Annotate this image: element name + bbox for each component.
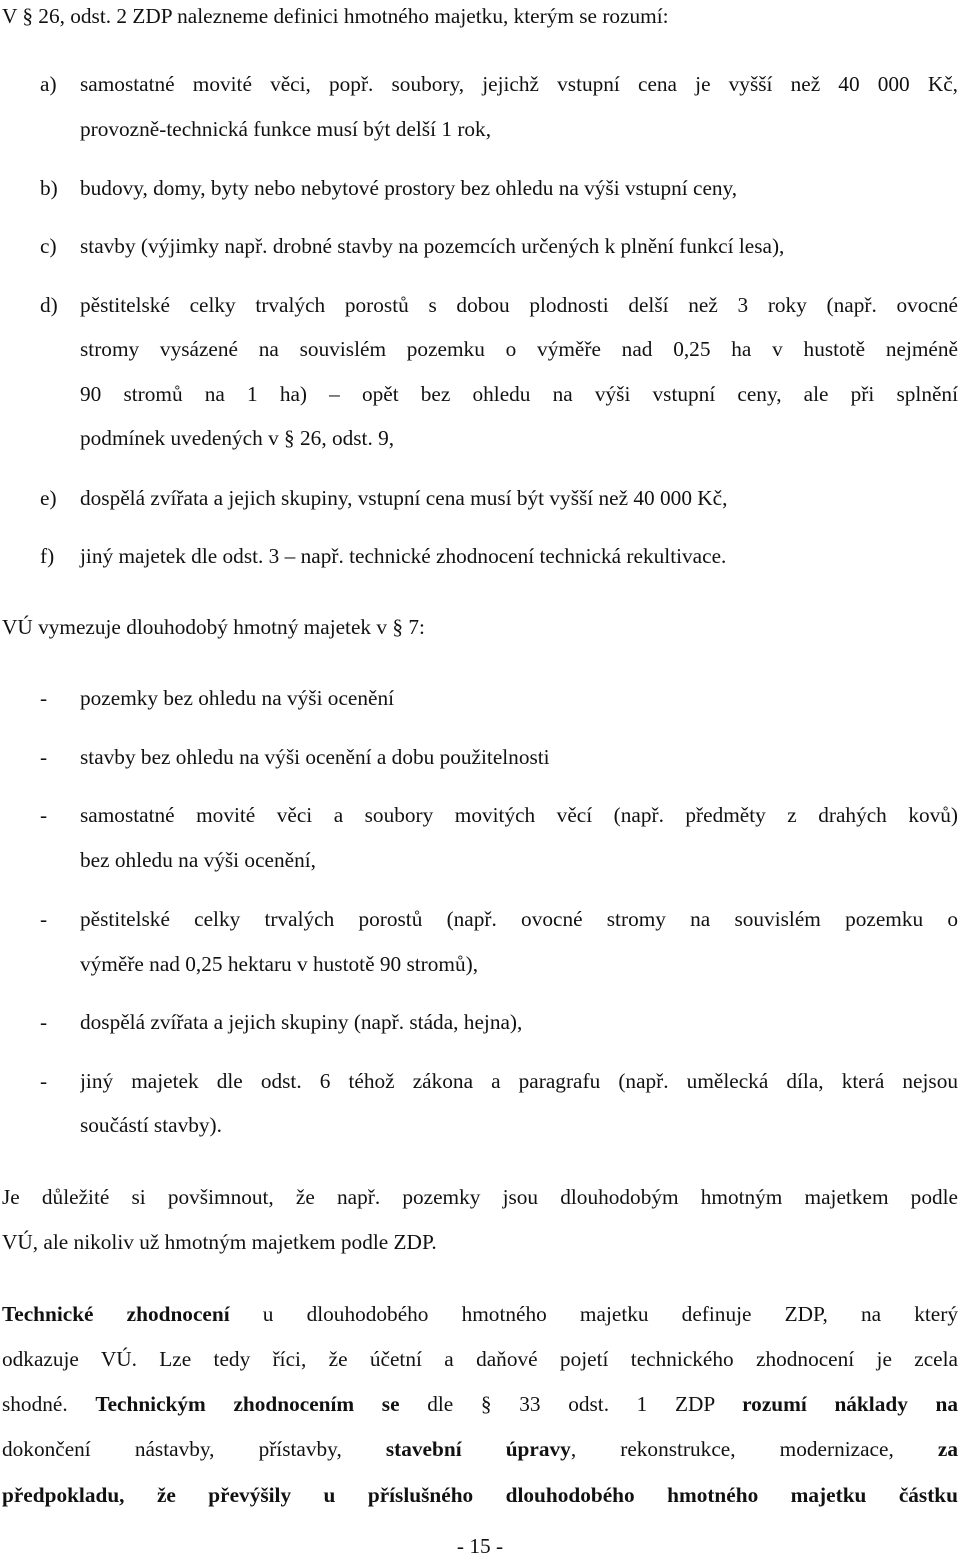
list-item-text: jiný majetek dle odst. 3 – např. technické zhodnocení technická rekultivace. xyxy=(80,544,727,568)
list-item-text: pozemky bez ohledu na výši ocenění xyxy=(80,686,395,710)
text-run: , rekonstrukce, modernizace, xyxy=(570,1437,894,1461)
page-number: - 15 - xyxy=(456,1534,504,1558)
list-label: c) xyxy=(40,234,57,258)
list-item-text: jiný majetek dle odst. 6 téhož zákona a paragrafu (např. umělecká díla, která nejsou xyxy=(80,1069,958,1093)
list-dash: - xyxy=(40,907,48,931)
list-item-text: samostatné movité věci a soubory movitých věcí (např. předměty z drahých kovů) xyxy=(80,803,958,827)
text-run: dokončení nástavby, přístavby, xyxy=(2,1437,342,1461)
bold-term: rozumí náklady na xyxy=(742,1392,958,1416)
paragraph-line: odkazuje VÚ. Lze tedy říci, že účetní a daňové pojetí technického zhodnocení je zcela xyxy=(2,1347,958,1371)
list-item-text: podmínek uvedených v § 26, odst. 9, xyxy=(80,426,395,450)
list-item-text: provozně-technická funkce musí být delší 1 rok, xyxy=(80,117,492,141)
list-item-text: dospělá zvířata a jejich skupiny (např. stáda, hejna), xyxy=(80,1010,523,1034)
paragraph-line xyxy=(2,1390,958,1418)
list-dash: - xyxy=(40,803,48,827)
list-label: d) xyxy=(40,293,58,317)
intro-paragraph: V § 26, odst. 2 ZDP nalezneme definici hmotného majetku, kterým se rozumí: xyxy=(2,4,669,28)
list-item-text: stromy vysázené na souvislém pozemku o výměře nad 0,25 ha v hustotě nejméně xyxy=(80,337,958,361)
list-dash: - xyxy=(40,1010,48,1034)
list-item-text: bez ohledu na výši ocenění, xyxy=(80,848,316,872)
list-dash: - xyxy=(40,745,48,769)
paragraph-line xyxy=(2,1435,958,1463)
list-item-text: stavby (výjimky např. drobné stavby na pozemcích určených k plnění funkcí lesa), xyxy=(80,234,785,258)
paragraph-line: Je důležité si povšimnout, že např. pozemky jsou dlouhodobým hmotným majetkem podle xyxy=(2,1185,958,1209)
list-label: e) xyxy=(40,486,57,510)
list-item-text: dospělá zvířata a jejich skupiny, vstupní cena musí být vyšší než 40 000 Kč, xyxy=(80,486,728,510)
paragraph-line: předpokladu, že převýšily u příslušného dlouhodobého hmotného majetku částku xyxy=(2,1483,958,1507)
list-item-text: budovy, domy, byty nebo nebytové prostory bez ohledu na výši vstupní ceny, xyxy=(80,176,738,200)
paragraph-line: VÚ, ale nikoliv už hmotným majetkem podle ZDP. xyxy=(2,1230,437,1254)
text-run: shodné. xyxy=(2,1392,68,1416)
list-item-text: pěstitelské celky trvalých porostů (např. ovocné stromy na souvislém pozemku o xyxy=(80,907,958,931)
vu-heading: VÚ vymezuje dlouhodobý hmotný majetek v § 7: xyxy=(2,615,425,639)
list-dash: - xyxy=(40,686,48,710)
list-item-text: výměře nad 0,25 hektaru v hustotě 90 stromů), xyxy=(80,952,479,976)
text-run: u dlouhodobého hmotného majetku definuje ZDP, na který xyxy=(262,1302,958,1326)
bold-term: Technické zhodnocení xyxy=(2,1302,230,1326)
paragraph-line xyxy=(2,1300,958,1328)
list-item-text: součástí stavby). xyxy=(80,1113,222,1137)
list-item-text: samostatné movité věci, popř. soubory, jejichž vstupní cena je vyšší než 40 000 Kč, xyxy=(80,72,958,96)
bold-term: Technickým zhodnocením se xyxy=(95,1392,400,1416)
list-item-text: stavby bez ohledu na výši ocenění a dobu použitelnosti xyxy=(80,745,550,769)
list-label: f) xyxy=(40,544,55,568)
text-run: dle § 33 odst. 1 ZDP xyxy=(427,1392,715,1416)
list-item-text: 90 stromů na 1 ha) – opět bez ohledu na výši vstupní ceny, ale při splnění xyxy=(80,382,958,406)
bold-term: stavební úpravy xyxy=(385,1437,571,1461)
list-label: a) xyxy=(40,72,57,96)
list-label: b) xyxy=(40,176,58,200)
list-item-text: pěstitelské celky trvalých porostů s dobou plodnosti delší než 3 roky (např. ovocné xyxy=(80,293,958,317)
bold-term: za xyxy=(937,1437,958,1461)
list-dash: - xyxy=(40,1069,48,1093)
